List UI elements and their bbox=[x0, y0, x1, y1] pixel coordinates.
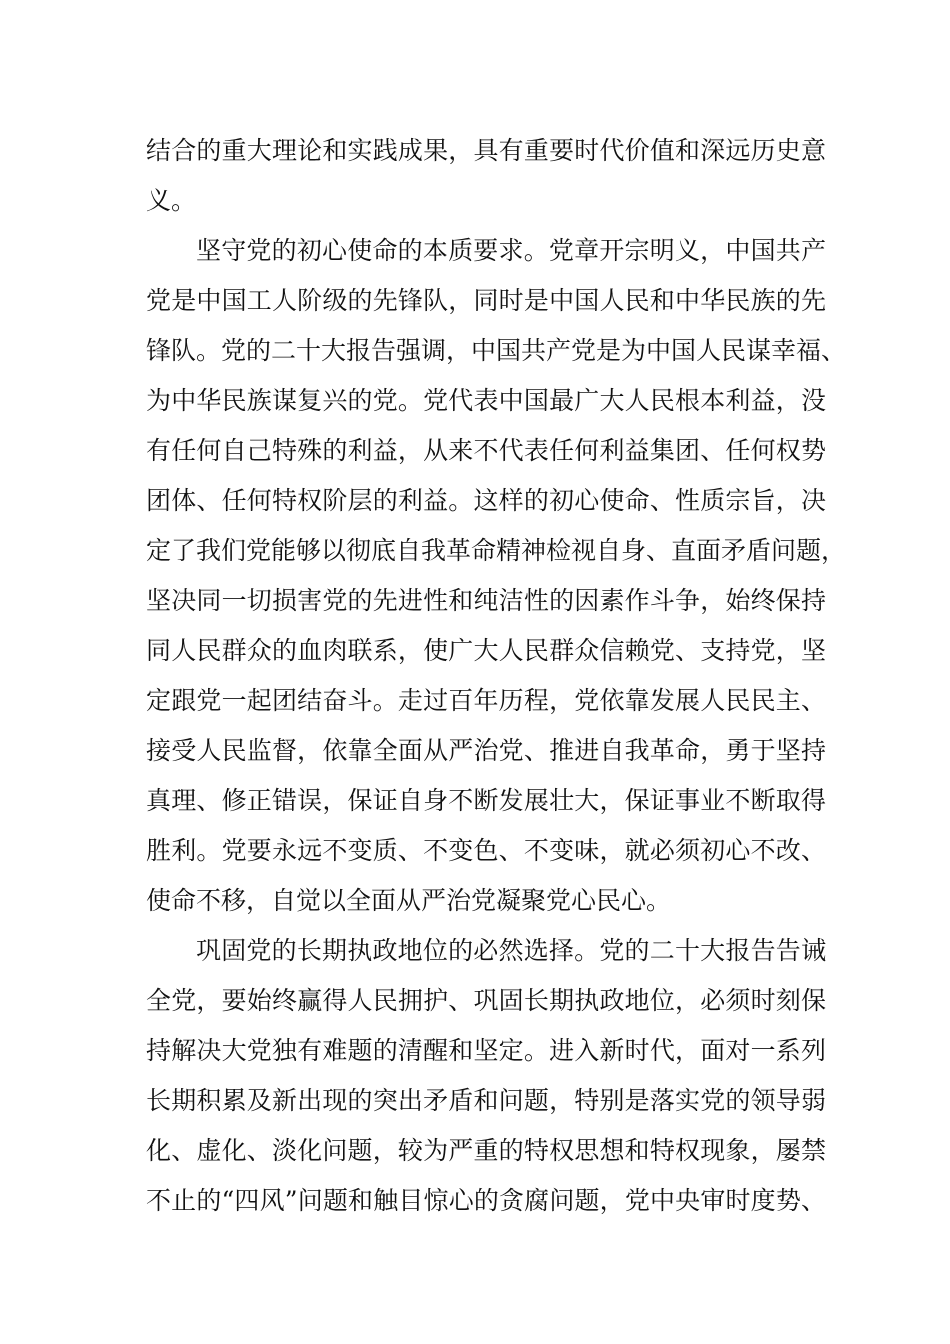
document-body bbox=[146, 126, 847, 1226]
text-line: 真理、修正错误，保证自身不断发展壮大，保证事业不断取得 bbox=[146, 786, 826, 815]
text-line: 接受人民监督，依靠全面从严治党、推进自我革命，勇于坚持 bbox=[146, 736, 826, 765]
text-line: 长期积累及新出现的突出矛盾和问题，特别是落实党的领导弱 bbox=[146, 1086, 826, 1115]
text-line: 全党，要始终赢得人民拥护、巩固长期执政地位，必须时刻保 bbox=[146, 986, 826, 1015]
text-line: 坚守党的初心使命的本质要求。党章开宗明义，中国共产 bbox=[196, 236, 826, 265]
text-line: 定跟党一起团结奋斗。走过百年历程，党依靠发展人民民主、 bbox=[146, 686, 826, 715]
text-line: 党是中国工人阶级的先锋队，同时是中国人民和中华民族的先 bbox=[146, 286, 826, 315]
text-line: 持解决大党独有难题的清醒和坚定。进入新时代，面对一系列 bbox=[146, 1036, 826, 1065]
text-line: 使命不移，自觉以全面从严治党凝聚党心民心。 bbox=[146, 886, 672, 915]
text-line: 锋队。党的二十大报告强调，中国共产党是为中国人民谋幸福、 bbox=[146, 336, 847, 365]
text-line: 胜利。党要永远不变质、不变色、不变味，就必须初心不改、 bbox=[146, 836, 826, 865]
text-line: 同人民群众的血肉联系，使广大人民群众信赖党、支持党，坚 bbox=[146, 636, 826, 665]
paragraph-continuation bbox=[146, 126, 826, 226]
text-line: 为中华民族谋复兴的党。党代表中国最广大人民根本利益，没 bbox=[146, 386, 826, 415]
text-line: 不止的“四风”问题和触目惊心的贪腐问题，党中央审时度势、 bbox=[146, 1186, 826, 1215]
text-line: 团体、任何特权阶层的利益。这样的初心使命、性质宗旨，决 bbox=[146, 486, 826, 515]
text-line: 结合的重大理论和实践成果，具有重要时代价值和深远历史意 bbox=[146, 136, 826, 165]
paragraph-ruling-position bbox=[146, 926, 826, 1226]
text-line: 有任何自己特殊的利益，从来不代表任何利益集团、任何权势 bbox=[146, 436, 826, 465]
text-line: 定了我们党能够以彻底自我革命精神检视自身、直面矛盾问题， bbox=[146, 536, 847, 565]
text-line: 义。 bbox=[146, 186, 197, 215]
text-line: 化、虚化、淡化问题，较为严重的特权思想和特权现象，屡禁 bbox=[146, 1136, 826, 1165]
paragraph-original-mission bbox=[146, 226, 847, 926]
text-line: 巩固党的长期执政地位的必然选择。党的二十大报告告诫 bbox=[196, 936, 826, 965]
text-line: 坚决同一切损害党的先进性和纯洁性的因素作斗争，始终保持 bbox=[146, 586, 826, 615]
